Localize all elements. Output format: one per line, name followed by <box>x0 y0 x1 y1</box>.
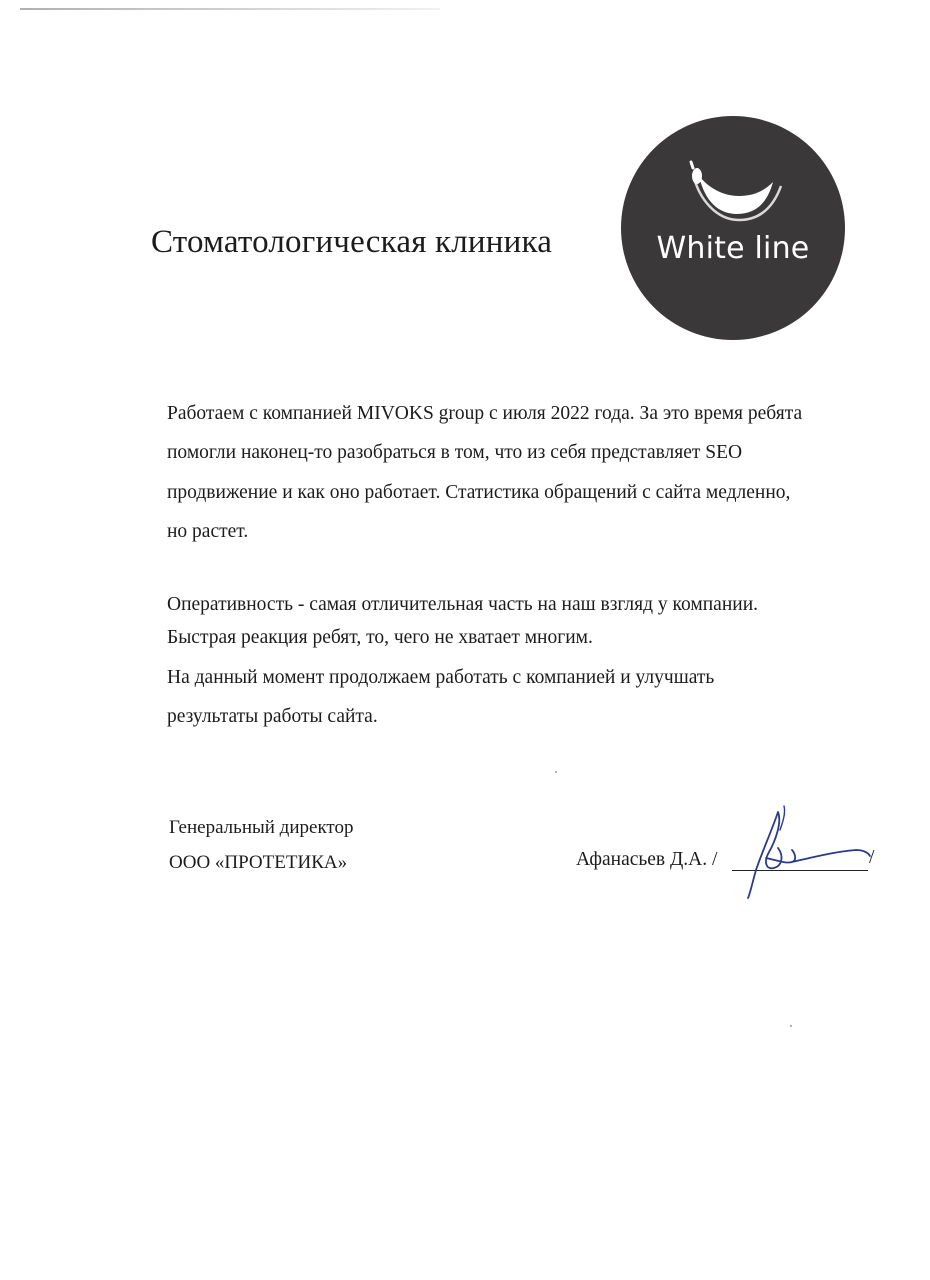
paragraph1-line2: помогли наконец-то разобраться в том, что из себя представляет SEO <box>167 442 743 463</box>
paragraph1-line3: продвижение и как оно работает. Статистика обращений с сайта медленно, <box>167 482 791 503</box>
scan-speck <box>555 771 557 773</box>
scan-edge-mark <box>20 8 440 10</box>
signer-name: Афанасьев Д.А. / <box>576 849 718 870</box>
paragraph2-line1: Оперативность - самая отличительная часть на наш взгляд у компании. <box>167 594 759 615</box>
white-line-logo <box>621 116 845 340</box>
paragraph2-line3: На данный момент продолжаем работать с компанией и улучшать <box>167 667 715 688</box>
smile-icon <box>621 116 845 340</box>
signature-closing-slash: / <box>869 847 875 868</box>
paragraph2-line2: Быстрая реакция ребят, то, чего не хватает многим. <box>167 627 593 648</box>
paragraph1-line1: Работаем с компанией MIVOKS group с июля 2022 года. За это время ребята <box>167 403 803 424</box>
paragraph2-line4: результаты работы сайта. <box>167 706 378 727</box>
scan-speck <box>790 1025 792 1027</box>
paragraph1-line4: но растет. <box>167 521 249 542</box>
signer-position: Генеральный директор <box>169 817 354 838</box>
clinic-heading: Стоматологическая клиника <box>151 224 553 260</box>
handwritten-signature <box>720 800 880 910</box>
logo-wordmark: White line <box>656 231 810 266</box>
signer-company: ООО «ПРОТЕТИКА» <box>169 852 348 873</box>
